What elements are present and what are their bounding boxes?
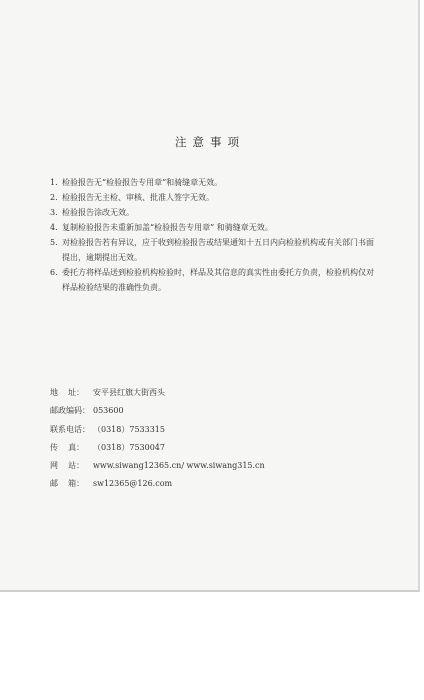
note-item — [50, 175, 380, 190]
note-text: 检验报告无主检、审核、批准人签字无效。 — [62, 193, 214, 202]
note-number: 2. — [50, 193, 58, 202]
note-text: 检验报告无“检验报告专用章”和骑缝章无效。 — [62, 178, 223, 187]
note-text: 复制检验报告未重新加盖“检验报告专用章” 和骑缝章无效。 — [62, 223, 273, 232]
email-row — [50, 475, 380, 493]
postcode-row — [50, 402, 380, 420]
phone-row — [50, 421, 380, 439]
notes-list — [50, 175, 380, 295]
note-item — [50, 190, 380, 205]
page-title: 注意事项 — [175, 135, 245, 149]
address-row — [50, 384, 380, 402]
note-item — [50, 265, 380, 295]
note-number: 1. — [50, 178, 58, 187]
phone-value: （0318）7533315 — [93, 424, 165, 434]
website-value: www.siwang12365.cn/ www.siwang315.cn — [93, 461, 265, 471]
website-label: 网 站： — [50, 461, 85, 471]
note-text: 检验报告涂改无效。 — [62, 208, 134, 217]
fax-value: （0318）7530047 — [93, 442, 165, 452]
website-row — [50, 457, 380, 475]
postcode-value: 053600 — [93, 406, 124, 416]
note-text: 委托方将样品送到检验机构检验时，样品及其信息的真实性由委托方负责，检验机构仅对样品检验结果的准确性负责。 — [62, 268, 374, 292]
note-text: 对检验报告若有异议，应于收到检验报告或结果通知十五日内向检验机构或有关部门书面提出，逾期提出无效。 — [62, 238, 374, 262]
phone-label: 联系电话： — [50, 424, 90, 434]
fax-row — [50, 439, 380, 457]
postcode-label: 邮政编码： — [50, 406, 90, 416]
note-number: 5. — [50, 238, 58, 247]
note-number: 3. — [50, 208, 58, 217]
address-label: 地 址： — [50, 388, 85, 397]
note-item — [50, 220, 380, 235]
note-number: 4. — [50, 223, 58, 232]
fax-label: 传 真： — [50, 442, 85, 452]
note-item — [50, 205, 380, 220]
contact-info — [50, 384, 380, 494]
address-value: 安平县红旗大街西头 — [93, 388, 165, 397]
note-item — [50, 235, 380, 265]
note-number: 6. — [50, 268, 58, 277]
email-value: sw12365@126.com — [93, 479, 173, 489]
email-label: 邮 箱： — [50, 479, 85, 489]
